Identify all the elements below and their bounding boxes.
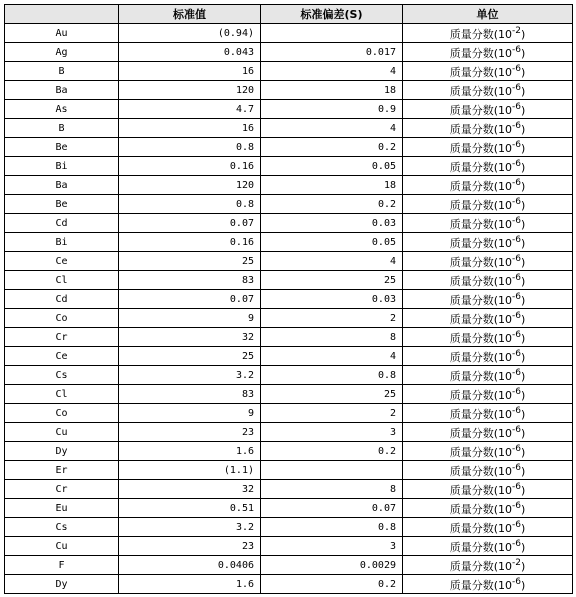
standard-deviation: 8 xyxy=(261,328,403,347)
element-symbol: Ba xyxy=(5,176,119,195)
standard-value: 4.7 xyxy=(119,100,261,119)
element-symbol: Cl xyxy=(5,271,119,290)
unit-prefix: 质量分数(10 xyxy=(449,522,512,535)
unit-prefix: 质量分数(10 xyxy=(449,85,512,98)
element-symbol: Ag xyxy=(5,43,119,62)
unit-cell xyxy=(403,81,573,100)
unit-exponent: -6 xyxy=(512,235,521,245)
unit-exponent: -6 xyxy=(512,178,521,188)
element-symbol: Dy xyxy=(5,442,119,461)
unit-prefix: 质量分数(10 xyxy=(449,275,512,288)
standard-deviation: 2 xyxy=(261,404,403,423)
unit-exponent: -6 xyxy=(512,387,521,397)
standard-deviation: 0.05 xyxy=(261,233,403,252)
element-symbol: Cl xyxy=(5,385,119,404)
unit-prefix: 质量分数(10 xyxy=(449,180,512,193)
standard-deviation: 0.2 xyxy=(261,195,403,214)
unit-exponent: -6 xyxy=(512,140,521,150)
table-row xyxy=(5,499,573,518)
element-symbol: F xyxy=(5,556,119,575)
table-body xyxy=(5,24,573,594)
unit-exponent: -6 xyxy=(512,406,521,416)
unit-cell xyxy=(403,537,573,556)
standard-deviation: 0.05 xyxy=(261,157,403,176)
unit-prefix: 质量分数(10 xyxy=(449,28,512,41)
unit-prefix: 质量分数(10 xyxy=(449,161,512,174)
unit-prefix: 质量分数(10 xyxy=(449,427,512,440)
unit-cell xyxy=(403,347,573,366)
unit-prefix: 质量分数(10 xyxy=(449,256,512,269)
unit-prefix: 质量分数(10 xyxy=(449,332,512,345)
standard-deviation: 25 xyxy=(261,271,403,290)
unit-suffix: ) xyxy=(520,560,526,573)
unit-cell xyxy=(403,62,573,81)
table-row xyxy=(5,461,573,480)
unit-cell xyxy=(403,195,573,214)
unit-exponent: -2 xyxy=(512,26,521,36)
unit-prefix: 质量分数(10 xyxy=(449,66,512,79)
standard-value: 0.16 xyxy=(119,157,261,176)
unit-suffix: ) xyxy=(520,199,526,212)
element-symbol: Bi xyxy=(5,157,119,176)
element-symbol: As xyxy=(5,100,119,119)
table-row xyxy=(5,290,573,309)
standard-value: (0.94) xyxy=(119,24,261,43)
element-symbol: Ce xyxy=(5,347,119,366)
unit-exponent: -6 xyxy=(512,292,521,302)
unit-cell xyxy=(403,43,573,62)
unit-prefix: 质量分数(10 xyxy=(449,560,512,573)
standard-value: 83 xyxy=(119,271,261,290)
standard-deviation xyxy=(261,461,403,480)
unit-prefix: 质量分数(10 xyxy=(449,408,512,421)
element-symbol: Cu xyxy=(5,423,119,442)
standard-value: 3.2 xyxy=(119,366,261,385)
standard-value: 0.043 xyxy=(119,43,261,62)
unit-suffix: ) xyxy=(520,161,526,174)
table-row xyxy=(5,138,573,157)
unit-exponent: -6 xyxy=(512,121,521,131)
unit-cell xyxy=(403,157,573,176)
table-row xyxy=(5,518,573,537)
table-row xyxy=(5,62,573,81)
unit-suffix: ) xyxy=(520,332,526,345)
standard-deviation: 0.9 xyxy=(261,100,403,119)
element-symbol: Eu xyxy=(5,499,119,518)
standard-value: 23 xyxy=(119,423,261,442)
standard-deviation: 0.8 xyxy=(261,366,403,385)
standard-deviation: 25 xyxy=(261,385,403,404)
standard-deviation: 4 xyxy=(261,252,403,271)
element-symbol: Ce xyxy=(5,252,119,271)
unit-suffix: ) xyxy=(520,579,526,592)
header-standard-value: 标准值 xyxy=(119,5,261,24)
table-row xyxy=(5,423,573,442)
unit-cell xyxy=(403,252,573,271)
standard-deviation: 0.07 xyxy=(261,499,403,518)
unit-exponent: -6 xyxy=(512,520,521,530)
unit-suffix: ) xyxy=(520,237,526,250)
standard-value: (1.1) xyxy=(119,461,261,480)
unit-cell xyxy=(403,480,573,499)
header-standard-deviation: 标准偏差(S) xyxy=(261,5,403,24)
standard-value: 120 xyxy=(119,81,261,100)
unit-cell xyxy=(403,233,573,252)
unit-suffix: ) xyxy=(520,142,526,155)
unit-suffix: ) xyxy=(520,370,526,383)
unit-suffix: ) xyxy=(520,275,526,288)
unit-prefix: 质量分数(10 xyxy=(449,47,512,60)
standard-value: 9 xyxy=(119,309,261,328)
table-row xyxy=(5,214,573,233)
unit-exponent: -6 xyxy=(512,349,521,359)
table-row xyxy=(5,176,573,195)
unit-exponent: -6 xyxy=(512,330,521,340)
element-symbol: B xyxy=(5,119,119,138)
unit-suffix: ) xyxy=(520,484,526,497)
standard-deviation: 0.017 xyxy=(261,43,403,62)
standard-value: 1.6 xyxy=(119,442,261,461)
standard-deviation: 18 xyxy=(261,81,403,100)
table-row xyxy=(5,480,573,499)
unit-cell xyxy=(403,556,573,575)
unit-cell xyxy=(403,290,573,309)
element-symbol: Cd xyxy=(5,290,119,309)
unit-cell xyxy=(403,100,573,119)
unit-prefix: 质量分数(10 xyxy=(449,218,512,231)
unit-cell xyxy=(403,385,573,404)
standard-deviation: 3 xyxy=(261,423,403,442)
element-symbol: Er xyxy=(5,461,119,480)
element-symbol: Ba xyxy=(5,81,119,100)
standard-deviation: 8 xyxy=(261,480,403,499)
table-row xyxy=(5,157,573,176)
element-symbol: Be xyxy=(5,195,119,214)
element-symbol: Be xyxy=(5,138,119,157)
standard-deviation: 0.8 xyxy=(261,518,403,537)
unit-exponent: -6 xyxy=(512,501,521,511)
standard-value: 1.6 xyxy=(119,575,261,594)
unit-suffix: ) xyxy=(520,256,526,269)
unit-prefix: 质量分数(10 xyxy=(449,142,512,155)
unit-prefix: 质量分数(10 xyxy=(449,503,512,516)
unit-exponent: -6 xyxy=(512,159,521,169)
unit-suffix: ) xyxy=(520,218,526,231)
standard-value: 0.0406 xyxy=(119,556,261,575)
table-row xyxy=(5,81,573,100)
unit-suffix: ) xyxy=(520,47,526,60)
element-symbol: Au xyxy=(5,24,119,43)
standard-deviation: 0.2 xyxy=(261,138,403,157)
unit-exponent: -6 xyxy=(512,425,521,435)
unit-suffix: ) xyxy=(520,503,526,516)
unit-suffix: ) xyxy=(520,522,526,535)
standard-value: 0.07 xyxy=(119,214,261,233)
table-row xyxy=(5,328,573,347)
standard-value: 0.16 xyxy=(119,233,261,252)
standard-value: 32 xyxy=(119,480,261,499)
table-row xyxy=(5,404,573,423)
element-symbol: Cs xyxy=(5,366,119,385)
table-row xyxy=(5,24,573,43)
table-row xyxy=(5,537,573,556)
table-row xyxy=(5,347,573,366)
standard-value: 0.8 xyxy=(119,195,261,214)
unit-suffix: ) xyxy=(520,313,526,326)
header-element xyxy=(5,5,119,24)
unit-prefix: 质量分数(10 xyxy=(449,541,512,554)
element-symbol: Cr xyxy=(5,480,119,499)
table-row xyxy=(5,100,573,119)
standard-deviation: 0.03 xyxy=(261,214,403,233)
unit-cell xyxy=(403,499,573,518)
unit-cell xyxy=(403,461,573,480)
table-row xyxy=(5,366,573,385)
unit-exponent: -6 xyxy=(512,216,521,226)
standard-value: 83 xyxy=(119,385,261,404)
unit-exponent: -6 xyxy=(512,64,521,74)
unit-cell xyxy=(403,518,573,537)
unit-suffix: ) xyxy=(520,294,526,307)
unit-cell xyxy=(403,328,573,347)
standard-deviation: 4 xyxy=(261,119,403,138)
table-row xyxy=(5,309,573,328)
standard-value: 120 xyxy=(119,176,261,195)
unit-prefix: 质量分数(10 xyxy=(449,237,512,250)
unit-suffix: ) xyxy=(520,180,526,193)
standard-value: 23 xyxy=(119,537,261,556)
table-row xyxy=(5,233,573,252)
unit-exponent: -6 xyxy=(512,254,521,264)
standard-value: 25 xyxy=(119,347,261,366)
element-symbol: Cr xyxy=(5,328,119,347)
standard-deviation: 18 xyxy=(261,176,403,195)
unit-prefix: 质量分数(10 xyxy=(449,313,512,326)
unit-exponent: -6 xyxy=(512,577,521,587)
standard-deviation: 3 xyxy=(261,537,403,556)
unit-cell xyxy=(403,575,573,594)
unit-prefix: 质量分数(10 xyxy=(449,294,512,307)
unit-exponent: -6 xyxy=(512,45,521,55)
unit-suffix: ) xyxy=(520,351,526,364)
unit-exponent: -2 xyxy=(512,558,521,568)
standard-value: 0.8 xyxy=(119,138,261,157)
standard-value: 0.51 xyxy=(119,499,261,518)
unit-cell xyxy=(403,404,573,423)
unit-prefix: 质量分数(10 xyxy=(449,370,512,383)
unit-exponent: -6 xyxy=(512,102,521,112)
standard-deviation xyxy=(261,24,403,43)
unit-suffix: ) xyxy=(520,123,526,136)
table-row xyxy=(5,195,573,214)
element-symbol: Cs xyxy=(5,518,119,537)
unit-prefix: 质量分数(10 xyxy=(449,389,512,402)
unit-prefix: 质量分数(10 xyxy=(449,104,512,117)
unit-prefix: 质量分数(10 xyxy=(449,484,512,497)
standard-values-table xyxy=(4,4,573,594)
element-symbol: Co xyxy=(5,404,119,423)
unit-prefix: 质量分数(10 xyxy=(449,351,512,364)
standard-deviation: 0.0029 xyxy=(261,556,403,575)
unit-exponent: -6 xyxy=(512,83,521,93)
standard-value: 16 xyxy=(119,119,261,138)
unit-suffix: ) xyxy=(520,389,526,402)
unit-prefix: 质量分数(10 xyxy=(449,446,512,459)
unit-cell xyxy=(403,309,573,328)
unit-prefix: 质量分数(10 xyxy=(449,123,512,136)
unit-cell xyxy=(403,119,573,138)
unit-exponent: -6 xyxy=(512,311,521,321)
header-unit: 单位 xyxy=(403,5,573,24)
unit-suffix: ) xyxy=(520,66,526,79)
element-symbol: Cd xyxy=(5,214,119,233)
element-symbol: Cu xyxy=(5,537,119,556)
unit-cell xyxy=(403,138,573,157)
unit-exponent: -6 xyxy=(512,368,521,378)
standard-value: 9 xyxy=(119,404,261,423)
standard-value: 16 xyxy=(119,62,261,81)
standard-value: 25 xyxy=(119,252,261,271)
unit-exponent: -6 xyxy=(512,273,521,283)
unit-exponent: -6 xyxy=(512,482,521,492)
unit-suffix: ) xyxy=(520,104,526,117)
unit-exponent: -6 xyxy=(512,463,521,473)
standard-deviation: 4 xyxy=(261,62,403,81)
standard-value: 32 xyxy=(119,328,261,347)
element-symbol: Dy xyxy=(5,575,119,594)
unit-cell xyxy=(403,214,573,233)
unit-cell xyxy=(403,423,573,442)
table-row xyxy=(5,556,573,575)
unit-exponent: -6 xyxy=(512,444,521,454)
standard-deviation: 4 xyxy=(261,347,403,366)
unit-cell xyxy=(403,366,573,385)
standard-deviation: 0.2 xyxy=(261,575,403,594)
unit-suffix: ) xyxy=(520,28,526,41)
table-row xyxy=(5,385,573,404)
unit-suffix: ) xyxy=(520,446,526,459)
table-row xyxy=(5,575,573,594)
element-symbol: B xyxy=(5,62,119,81)
table-row xyxy=(5,271,573,290)
table-header-row xyxy=(5,5,573,24)
table-row xyxy=(5,252,573,271)
unit-exponent: -6 xyxy=(512,197,521,207)
unit-suffix: ) xyxy=(520,408,526,421)
standard-deviation: 0.2 xyxy=(261,442,403,461)
table-row xyxy=(5,119,573,138)
unit-exponent: -6 xyxy=(512,539,521,549)
table-row xyxy=(5,43,573,62)
unit-suffix: ) xyxy=(520,427,526,440)
unit-cell xyxy=(403,176,573,195)
unit-prefix: 质量分数(10 xyxy=(449,199,512,212)
unit-prefix: 质量分数(10 xyxy=(449,465,512,478)
unit-suffix: ) xyxy=(520,541,526,554)
unit-cell xyxy=(403,271,573,290)
element-symbol: Co xyxy=(5,309,119,328)
standard-deviation: 0.03 xyxy=(261,290,403,309)
unit-cell xyxy=(403,24,573,43)
element-symbol: Bi xyxy=(5,233,119,252)
standard-value: 0.07 xyxy=(119,290,261,309)
table-row xyxy=(5,442,573,461)
standard-deviation: 2 xyxy=(261,309,403,328)
unit-prefix: 质量分数(10 xyxy=(449,579,512,592)
unit-suffix: ) xyxy=(520,465,526,478)
unit-cell xyxy=(403,442,573,461)
standard-value: 3.2 xyxy=(119,518,261,537)
unit-suffix: ) xyxy=(520,85,526,98)
